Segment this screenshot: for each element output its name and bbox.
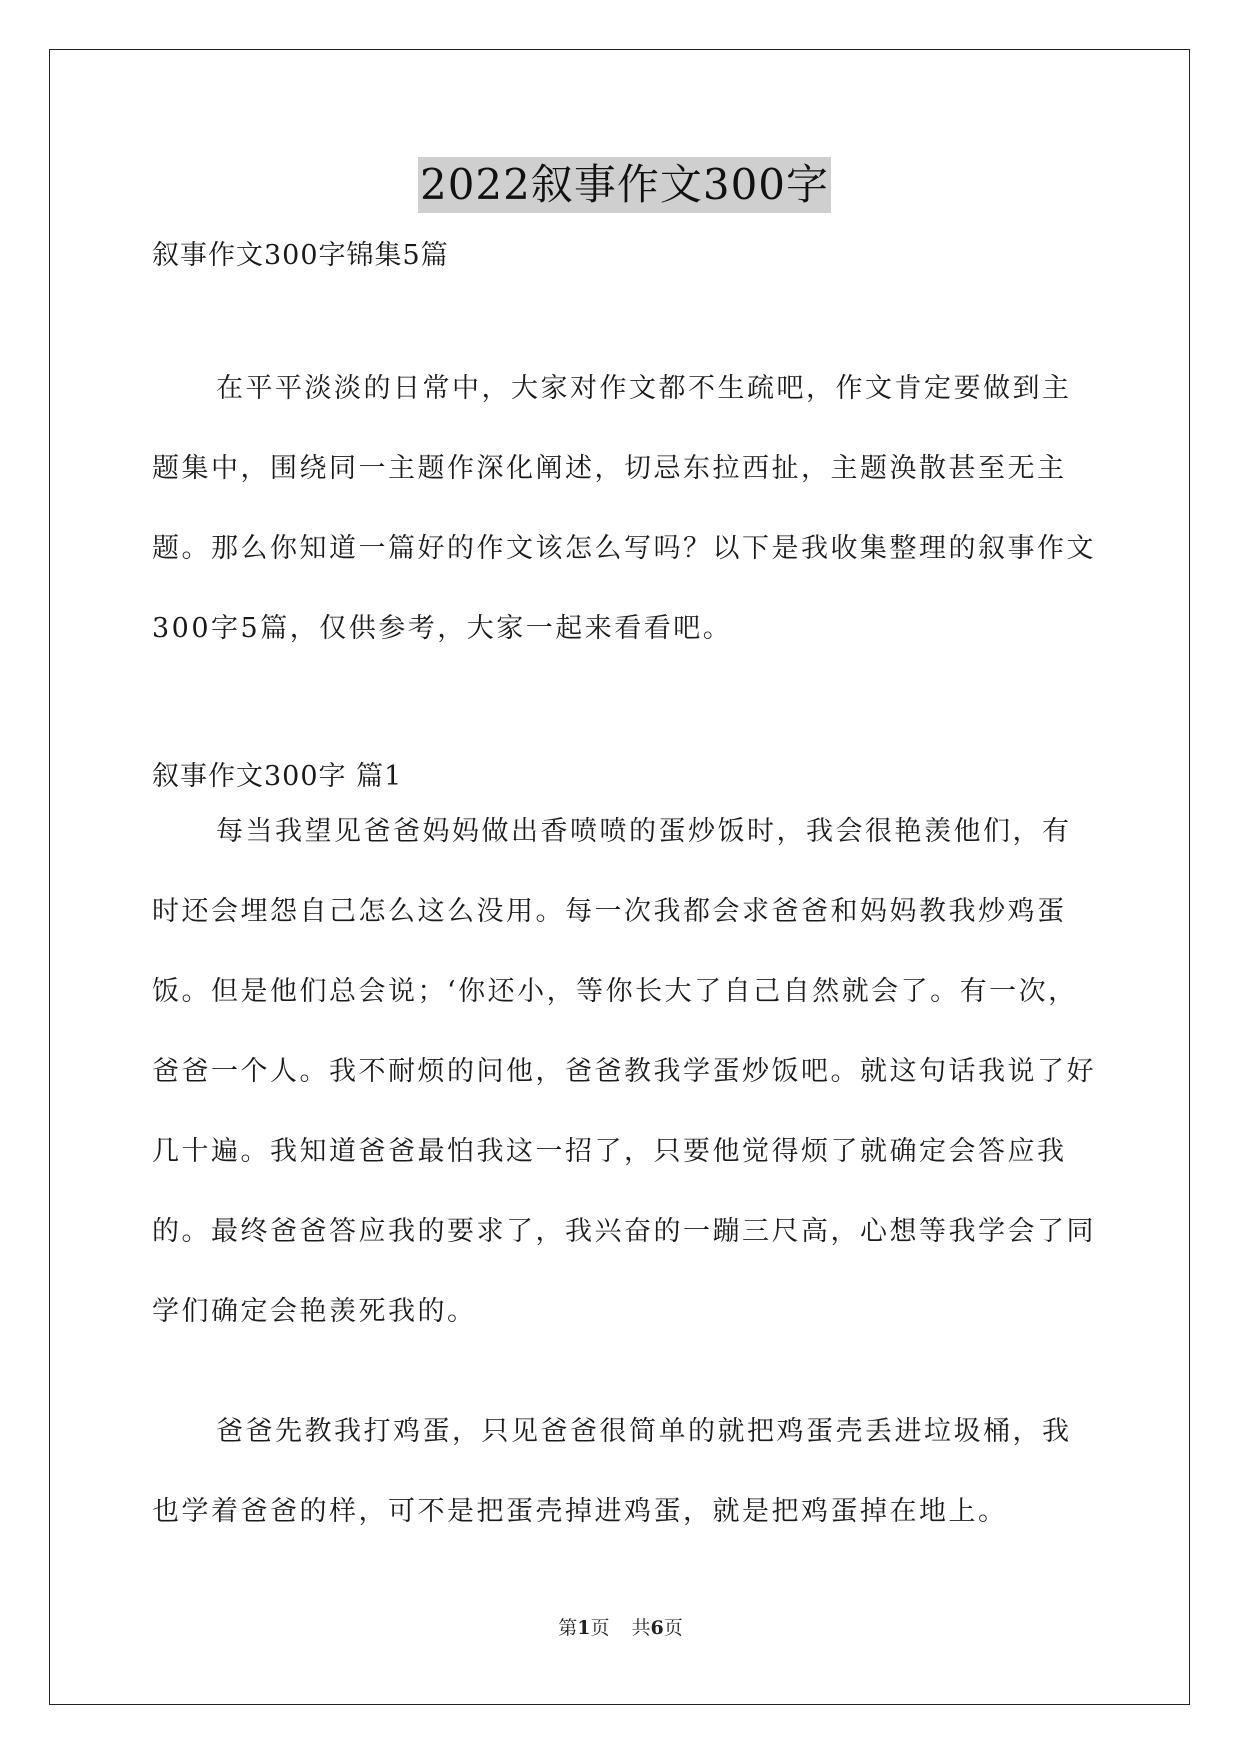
title-wrap: [152, 157, 1097, 213]
total-suffix: 页: [663, 1617, 683, 1639]
page-current: 1: [577, 1617, 591, 1639]
document-subtitle: 叙事作文300字锦集5篇: [152, 240, 449, 271]
body-paragraph: 每当我望见爸爸妈妈做出香喷喷的蛋炒饭时，我会很艳羡他们，有时还会埋怨自己怎么这么没用。每一次我都会求爸爸和妈妈教我炒鸡蛋饭。但是他们总会说；‘你还小，等你长大了自己自然就会了。有一次，爸爸一个人。我不耐烦的问他，爸爸教我学蛋炒饭吧。就这句话我说了好几十遍。我知道爸爸最怕我这一招了，只要他觉得烦了就确定会答应我的。最终爸爸答应我的要求了，我兴奋的一蹦三尺高，心想等我学会了同学们确定会艳羡死我的。: [152, 816, 1096, 1327]
document-title: 2022叙事作文300字: [418, 157, 831, 213]
body-paragraph: 爸爸先教我打鸡蛋，只见爸爸很简单的就把鸡蛋壳丢进垃圾桶，我也学着爸爸的样，可不是把蛋壳掉进鸡蛋，就是把鸡蛋掉在地上。: [152, 1416, 1072, 1527]
page-footer: [0, 1616, 1241, 1640]
section-heading: 叙事作文300字 篇1: [152, 761, 403, 792]
page-prefix: 第: [558, 1617, 578, 1639]
page-suffix: 页: [590, 1617, 610, 1639]
page-total: 6: [650, 1617, 664, 1639]
total-prefix: 共: [631, 1617, 651, 1639]
intro-paragraph: 在平平淡淡的日常中，大家对作文都不生疏吧，作文肯定要做到主题集中，围绕同一主题作深化阐述，切忌东拉西扯，主题涣散甚至无主题。那么你知道一篇好的作文该怎么写吗？以下是我收集整理的叙事作文300字5篇，仅供参考，大家一起来看看吧。: [152, 373, 1096, 644]
